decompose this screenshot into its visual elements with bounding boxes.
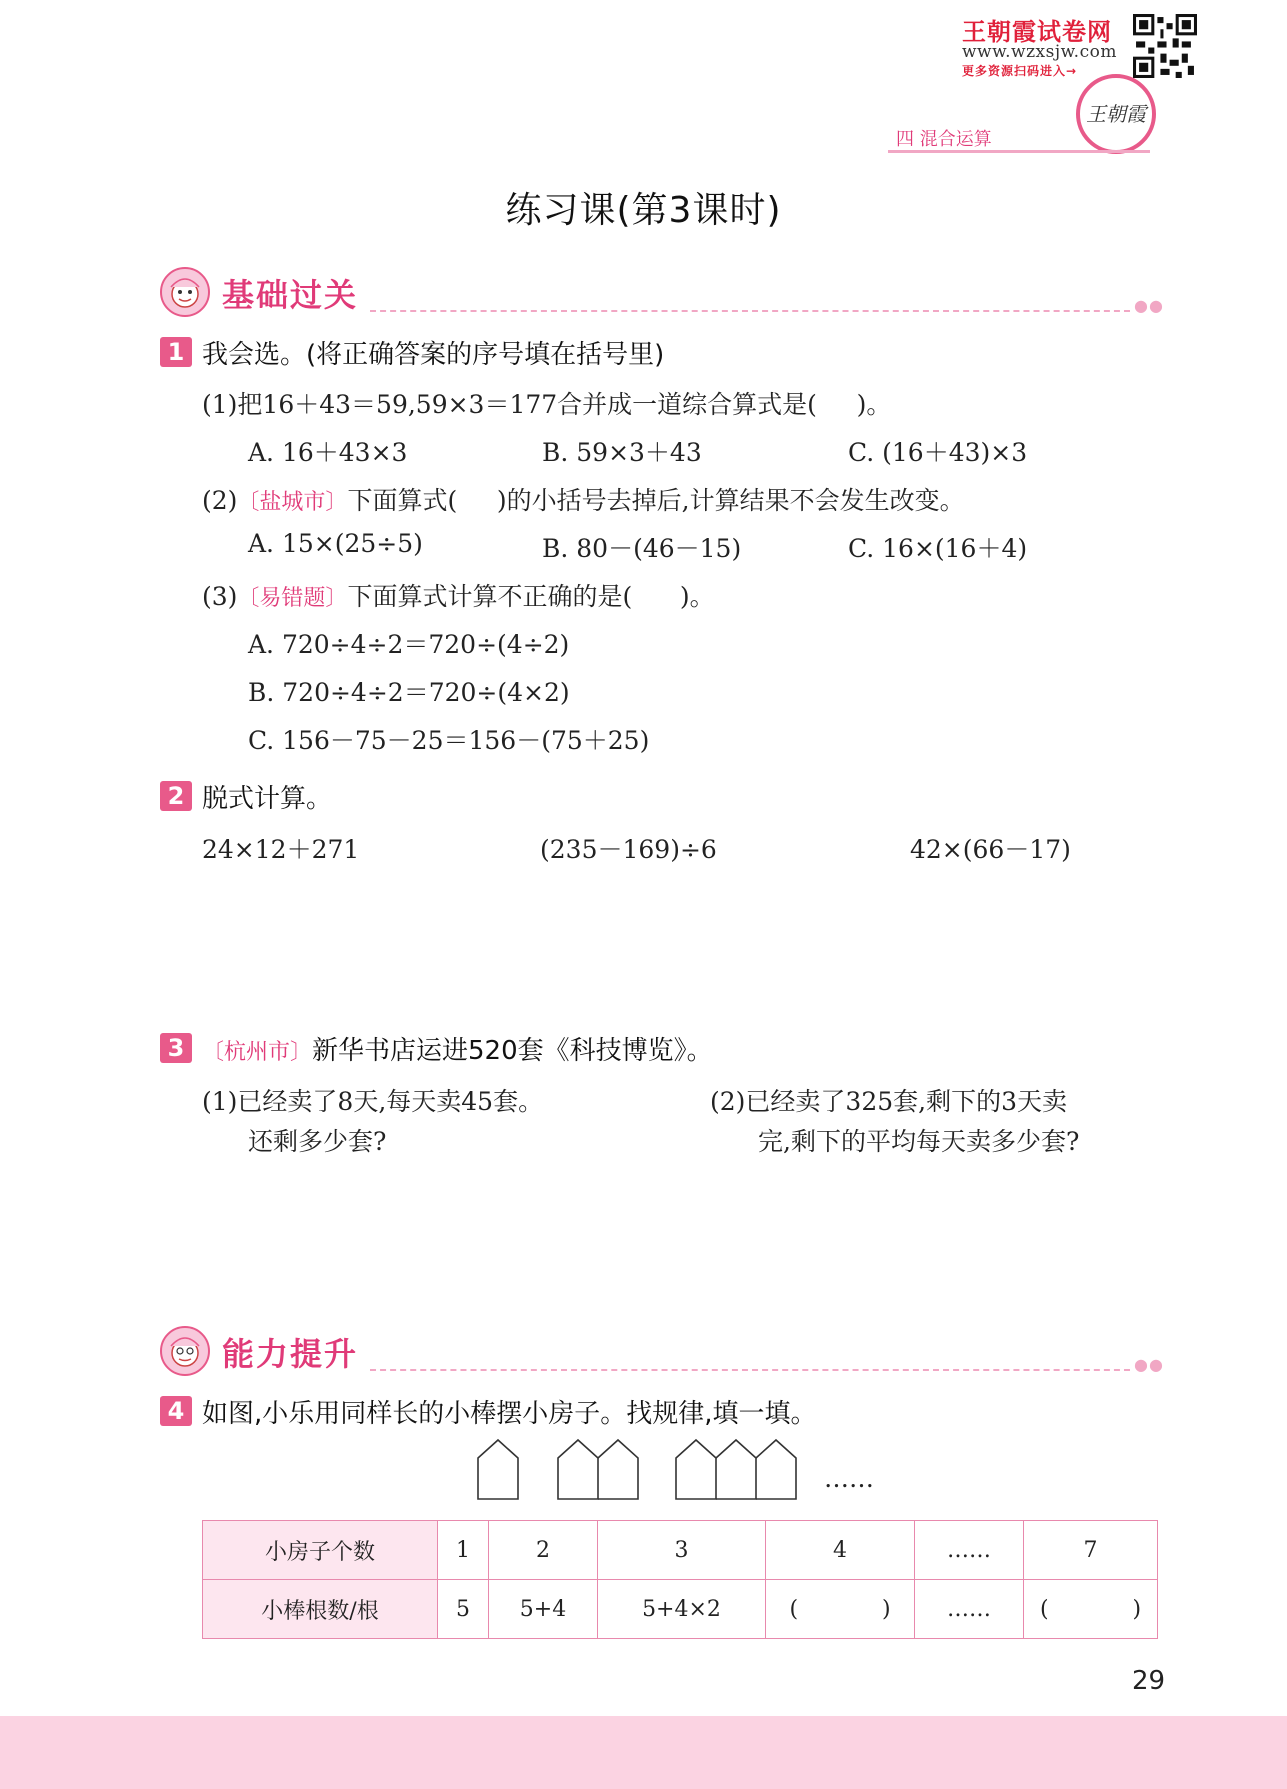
source-tag-yancheng: 〔盐城市〕 [237,490,348,515]
q1-part3-option-c[interactable]: C. 156－75－25＝156－(75＋25) [248,726,650,755]
chapter-label: 四 混合运算 [896,129,992,150]
table-cell: 3 [598,1521,766,1580]
pattern-table [202,1520,1158,1639]
table-cell: …… [915,1521,1024,1580]
answer-blank-7-houses[interactable]: ( ) [1024,1580,1158,1639]
qr-code-icon[interactable] [1133,14,1197,78]
question-number-3: 3 [160,1033,192,1063]
answer-blank-4-houses[interactable]: ( ) [766,1580,915,1639]
table-row-sticks [203,1580,1158,1639]
cartoon-avatar-icon [160,267,210,317]
q1-part3-option-b[interactable]: B. 720÷4÷2＝720÷(4×2) [248,678,570,707]
q1-part1-stem: (1)把16＋43＝59,59×3＝177合并成一道综合算式是( )。 [202,390,892,419]
cartoon-avatar-icon-2 [160,1326,210,1376]
table-cell: 5 [438,1580,489,1639]
dots-decoration: ●● [1134,296,1164,315]
seal-text: 王朝霞 [1086,102,1146,126]
question-3-title-line [202,1030,713,1067]
table-cell: …… [915,1580,1024,1639]
section-title-basic: 基础过关 [222,276,359,314]
table-header-sticks: 小棒根数/根 [203,1580,438,1639]
section-divider-2 [370,1369,1130,1371]
brand-name: 王朝霞试卷网 [962,18,1112,46]
table-cell: 5+4 [489,1580,598,1639]
chapter-underline [888,150,1150,153]
section-divider [370,310,1130,312]
question-4-title: 如图,小乐用同样长的小棒摆小房子。找规律,填一填。 [202,1399,817,1429]
q2-expression-3: 42×(66－17) [910,835,1071,864]
q3-part2-line2: 完,剩下的平均每天卖多少套? [758,1127,1080,1156]
page-number: 29 [1132,1666,1166,1696]
table-cell: 2 [489,1521,598,1580]
figure-ellipsis: …… [824,1464,874,1493]
dots-decoration-2: ●● [1134,1355,1164,1374]
q1-part1-option-a[interactable]: A. 16＋43×3 [248,438,408,467]
q1-part2-option-b[interactable]: B. 80－(46－15) [542,534,742,563]
brand-seal-logo [1076,74,1156,154]
question-number-4: 4 [160,1396,192,1426]
q3-part1-line2: 还剩多少套? [248,1127,387,1156]
question-number-1: 1 [160,337,192,367]
question-2-title: 脱式计算。 [202,784,333,814]
table-cell: 1 [438,1521,489,1580]
q2-expression-1: 24×12＋271 [202,835,360,864]
table-cell: 7 [1024,1521,1158,1580]
q1-part3-stem: 下面算式计算不正确的是( )。 [347,582,715,611]
question-number-2: 2 [160,781,192,811]
q1-part2-stem-line [202,481,965,517]
bottom-decoration-band [0,1716,1287,1789]
table-cell: 4 [766,1521,915,1580]
q1-part2-prefix: (2) [202,486,238,515]
page-title: 练习课(第3课时) [505,190,782,231]
brand-url[interactable]: www.wzxsjw.com [962,42,1117,62]
q1-part2-stem: 下面算式( )的小括号去掉后,计算结果不会发生改变。 [347,486,965,515]
table-cell: 5+4×2 [598,1580,766,1639]
table-row-houses [203,1521,1158,1580]
q1-part3-stem-line [202,577,715,613]
q1-part3-option-a[interactable]: A. 720÷4÷2＝720÷(4÷2) [248,630,570,659]
q3-part1-line1: (1)已经卖了8天,每天卖45套。 [202,1087,544,1116]
source-tag-hangzhou: 〔杭州市〕 [202,1040,313,1065]
q1-part3-prefix: (3) [202,582,238,611]
table-header-houses: 小房子个数 [203,1521,438,1580]
source-tag-error-prone: 〔易错题〕 [237,586,348,611]
question-1-title: 我会选。(将正确答案的序号填在括号里) [202,340,665,370]
q3-part2-line1: (2)已经卖了325套,剩下的3天卖 [710,1087,1067,1116]
stick-houses-figure [470,1438,800,1500]
scan-prompt: 更多资源扫码进入→ [962,64,1078,78]
q1-part1-option-c[interactable]: C. (16＋43)×3 [848,438,1028,467]
question-3-title: 新华书店运进520套《科技博览》。 [312,1036,713,1066]
q1-part2-option-c[interactable]: C. 16×(16＋4) [848,534,1028,563]
q1-part2-option-a[interactable]: A. 15×(25÷5) [248,529,423,558]
q2-expression-2: (235－169)÷6 [540,835,717,864]
section-title-advanced: 能力提升 [222,1335,359,1373]
q1-part1-option-b[interactable]: B. 59×3＋43 [542,438,702,467]
